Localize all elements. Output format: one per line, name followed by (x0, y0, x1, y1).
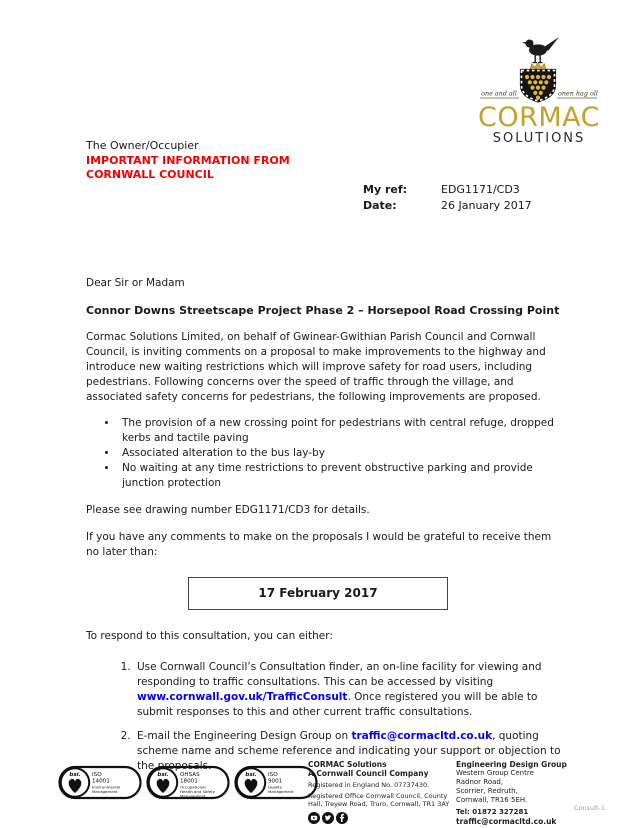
svg-text:Management: Management (180, 793, 206, 799)
deadline-date: 17 February 2017 (258, 586, 378, 600)
option-text-post: . Once registered you will be able to submit responses to this and other current traffic consultations. (137, 691, 538, 718)
svg-text:Management: Management (92, 789, 118, 794)
contact-group: Engineering Design Group (456, 760, 567, 769)
proposal-bullet-list (86, 416, 564, 491)
social-icons (308, 812, 454, 824)
chough-bird-icon (522, 37, 559, 63)
date-label: Date: (363, 198, 397, 212)
contact-email: traffic@cormacltd.co.uk (456, 817, 557, 826)
contact-tel: Tel: 01872 327281 (456, 808, 529, 816)
cornwall-crest-icon (478, 33, 600, 103)
bsi-iso14001-icon (58, 765, 142, 801)
twitter-icon (322, 812, 334, 824)
company-name: CORMAC Solutions (308, 760, 387, 769)
response-options-list (86, 660, 564, 774)
svg-text:Environmental: Environmental (92, 784, 121, 790)
recipient-line: The Owner/Occupier (86, 139, 199, 152)
company-office: Registered Office Cornwall Council, County Hall, Treyew Road, Truro, Cornwall, TR1 3AY (308, 792, 450, 808)
svg-text:bsi.: bsi. (69, 772, 81, 778)
svg-text:ISO: ISO (92, 772, 102, 778)
intro-paragraph: Cormac Solutions Limited, on behalf of Gwinear-Gwithian Parish Council and Cornwall Council, is inviting comments on a proposal to make improvements to the highway and introduce new waiting restrictions which will improve safety for road users, including pedestrians. Following concerns over the speed of traffic through the village, and associated safety concerns for pedestrians, the following improvements are proposed. (86, 331, 546, 403)
deadline-box (188, 577, 448, 610)
letter-body (86, 276, 564, 783)
my-ref-label: My ref: (363, 183, 408, 196)
svg-text:Management: Management (268, 789, 294, 794)
company-tagline: A Cornwall Council Company (308, 769, 429, 778)
contact-block (456, 760, 588, 826)
youtube-icon (308, 812, 320, 824)
facebook-icon (336, 812, 348, 824)
brand-name: CORMAC (478, 102, 601, 133)
alert-line-1: IMPORTANT INFORMATION FROM (86, 153, 290, 167)
contact-addr-2: Radnor Road, (456, 778, 504, 786)
option-text-pre: Use Cornwall Council’s Consultation finder, an on-line facility for viewing and responding to traffic consultations. This can be accessed by visiting (137, 661, 542, 688)
contact-addr-4: Cornwall, TR16 5EH. (456, 796, 528, 804)
svg-text:Health and Safety: Health and Safety (180, 789, 216, 794)
motto-right: onen hag oll (558, 89, 598, 98)
svg-text:14001: 14001 (92, 778, 110, 785)
svg-text:Occupational: Occupational (180, 784, 206, 790)
svg-text:9001: 9001 (268, 778, 283, 785)
svg-text:18001: 18001 (180, 778, 198, 785)
my-ref-row (363, 182, 532, 198)
option-item-online (134, 660, 564, 720)
svg-text:bsi.: bsi. (245, 772, 257, 778)
date-row (363, 198, 532, 214)
drawing-note: Please see drawing number EDG1171/CD3 for details. (86, 504, 370, 516)
company-block (308, 760, 454, 824)
bsi-iso9001-icon (234, 765, 318, 801)
bullet-item: • No waiting at any time restrictions to prevent obstructive parking and provide junction protection (118, 461, 564, 491)
cormac-logo (478, 33, 600, 146)
company-registration: Registered in England No. 07737430. (308, 781, 430, 789)
motto-left: one and all (481, 89, 517, 98)
svg-text:Quality: Quality (268, 784, 282, 790)
comments-deadline-intro: If you have any comments to make on the proposals I would be grateful to receive them no later than: (86, 531, 552, 558)
svg-text:OHSAS: OHSAS (180, 772, 200, 778)
contact-addr-3: Scorrier, Redruth, (456, 787, 518, 795)
salutation: Dear Sir or Madam (86, 277, 185, 289)
contact-addr-1: Western Group Centre (456, 769, 534, 777)
option-text-pre: E-mail the Engineering Design Group on (137, 730, 352, 742)
certification-logos (58, 765, 318, 801)
document-ref: Consult-1 (574, 804, 605, 812)
option-text-post: , quoting scheme name and scheme reference and indicating your support or objection to the proposals. (137, 730, 561, 772)
bsi-ohsas18001-icon (146, 765, 230, 801)
respond-intro: To respond to this consultation, you can either: (86, 630, 333, 642)
svg-text:bsi.: bsi. (157, 772, 169, 778)
bullet-item: • The provision of a new crossing point for pedestrians with central refuge, dropped kerbs and tactile paving (118, 416, 564, 446)
subject-line: Connor Downs Streetscape Project Phase 2 – Horsepool Road Crossing Point (86, 304, 560, 317)
alert-line-2: CORNWALL COUNCIL (86, 168, 214, 181)
brand-subname: SOLUTIONS (492, 131, 586, 146)
reference-block (363, 182, 532, 213)
crown-icon (530, 63, 546, 71)
traffic-consult-link[interactable]: www.cornwall.gov.uk/TrafficConsult (137, 691, 348, 703)
traffic-email-link[interactable]: traffic@cormacltd.co.uk (351, 730, 493, 742)
bullet-item: • Associated alteration to the bus lay-by (118, 446, 564, 461)
recipient-block (86, 139, 290, 183)
my-ref-value: EDG1171/CD3 (441, 183, 520, 196)
date-value: 26 January 2017 (441, 198, 532, 212)
svg-text:ISO: ISO (268, 772, 278, 778)
